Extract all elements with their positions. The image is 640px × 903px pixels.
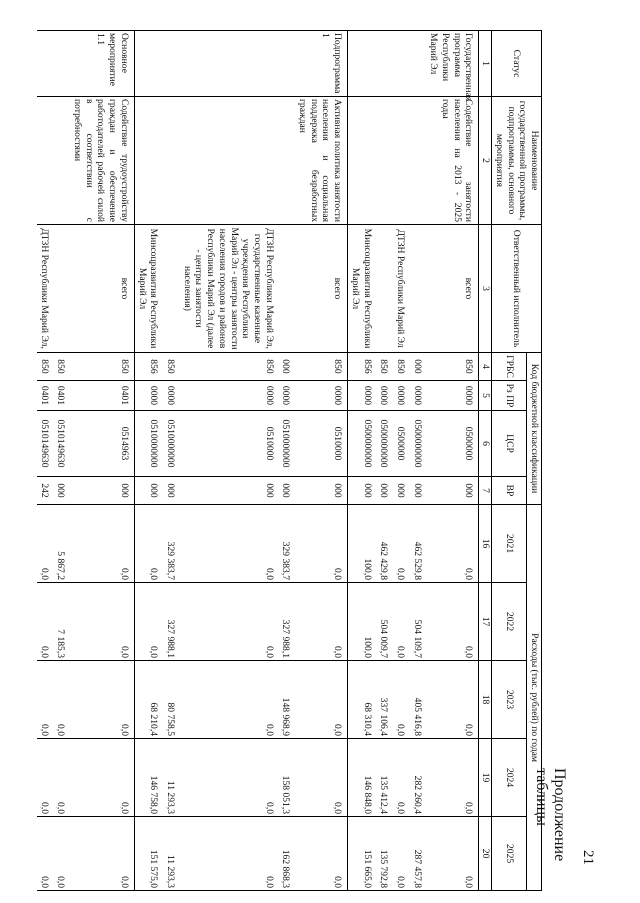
row-rzpr: 0000 [348,381,377,411]
row-expense-value: 327 988,1 [279,583,296,661]
row-vr: 242 [37,477,54,505]
row-expense-value: 0,0 [37,505,54,583]
row-expense-value: 0,0 [70,661,134,739]
row-executor: ДТЗН Республики Марий Эл, государственные казенные учреждения Республики Марий Эл - центры занятости населения городов и районов Республики Марий Эл (далее - центры занятости населения) [180,225,279,353]
row-expense-value: 0,0 [393,661,410,739]
row-vr: 000 [348,477,377,505]
row-executor: всего [427,225,479,353]
row-csr: 0500000000 [410,411,427,477]
row-expense-value: 0,0 [427,817,479,891]
row-expense-value: 135 412,4 [377,739,394,817]
row-expense-value: 148 968,9 [279,661,296,739]
row-rzpr: 0401 [37,381,54,411]
row-expense-value: 0,0 [180,583,279,661]
header-grbs: ГРБС [492,353,527,381]
row-csr: 0500000000 [348,411,377,477]
row-status [54,31,71,97]
row-executor [410,225,427,353]
row-expense-value: 80 758,5 [163,661,180,739]
row-grbs: 850 [393,353,410,381]
row-name [279,97,296,225]
table-row [37,31,54,891]
table-row [134,31,163,891]
row-vr: 000 [410,477,427,505]
row-name [37,97,54,225]
row-grbs: 850 [37,353,54,381]
row-expense-value: 5 867,2 [54,505,71,583]
row-expense-value: 0,0 [134,505,163,583]
row-status [410,31,427,97]
row-vr: 000 [279,477,296,505]
row-expense-value: 135 792,8 [377,817,394,891]
row-executor: Минсоцразвития Республики Марий Эл [348,225,377,353]
row-expense-value: 0,0 [70,739,134,817]
row-expense-value: 0,0 [37,817,54,891]
row-expense-value: 0,0 [295,505,347,583]
row-expense-value: 504 009,7 [377,583,394,661]
row-expense-value: 11 293,3 [163,817,180,891]
row-expense-value: 0,0 [37,583,54,661]
row-rzpr: 0000 [134,381,163,411]
row-csr: 0510149630 [37,411,54,477]
row-expense-value: 0,0 [54,661,71,739]
row-expense-value: 504 109,7 [410,583,427,661]
row-csr: 0500000000 [377,411,394,477]
row-expense-value: 329 383,7 [279,505,296,583]
row-expense-value: 146 758,0 [134,739,163,817]
row-status: Основное мероприятие 1.1 [70,31,134,97]
row-grbs: 850 [180,353,279,381]
header-rzpr: Рз ПР [492,381,527,411]
table-row [295,31,347,891]
row-expense-value: 0,0 [54,739,71,817]
row-executor [163,225,180,353]
row-rzpr: 0000 [279,381,296,411]
table-row [410,31,427,891]
row-expense-value: 0,0 [180,661,279,739]
row-name: Активная политика занятости населения и социальная поддержка безработных граждан [295,97,347,225]
row-executor: всего [70,225,134,353]
row-expense-value: 68 210,4 [134,661,163,739]
row-expense-value: 0,0 [134,583,163,661]
column-numbers-row [479,31,492,891]
row-name: Содействие занятости населения на 2013 - 2025 годы [427,97,479,225]
row-grbs: 850 [54,353,71,381]
table-row [163,31,180,891]
header-year: 2023 [492,661,527,739]
header-vr: ВР [492,477,527,505]
page-number: 21 [580,850,596,865]
column-number: 20 [479,817,492,891]
budget-table [37,30,542,891]
row-vr: 000 [163,477,180,505]
row-csr: 0514963 [70,411,134,477]
row-name [163,97,180,225]
row-executor: ДТЗН Республики Марий Эл [393,225,410,353]
row-rzpr: 0401 [70,381,134,411]
row-vr: 000 [54,477,71,505]
row-status: Государственная программа Республики Марий Эл [427,31,479,97]
row-status [377,31,394,97]
row-name: Содействие трудоустройству граждан и обеспечение работодателей рабочей силой в соответствии с потребностями [70,97,134,225]
row-expense-value: 158 051,3 [279,739,296,817]
column-number: 6 [479,411,492,477]
row-expense-value: 151 575,0 [134,817,163,891]
row-vr: 000 [427,477,479,505]
row-vr: 000 [377,477,394,505]
column-number: 5 [479,381,492,411]
row-name [54,97,71,225]
row-executor [377,225,394,353]
column-number: 19 [479,739,492,817]
row-status: Подпрограмма 1 [295,31,347,97]
row-executor: Минсоцразвития Республики Марий Эл [134,225,163,353]
row-expense-value: 0,0 [180,739,279,817]
row-rzpr: 0000 [410,381,427,411]
column-number: 16 [479,505,492,583]
row-vr: 000 [393,477,410,505]
row-executor: всего [295,225,347,353]
row-csr: 0500000 [393,411,410,477]
row-status [393,31,410,97]
row-name [393,97,410,225]
row-csr: 0510000 [180,411,279,477]
row-status [180,31,279,97]
column-number: 3 [479,225,492,353]
row-grbs: 850 [70,353,134,381]
row-grbs: 850 [295,353,347,381]
row-expense-value: 0,0 [393,505,410,583]
table-row [180,31,279,891]
row-csr: 0510149630 [54,411,71,477]
row-rzpr: 0000 [180,381,279,411]
row-expense-value: 0,0 [295,583,347,661]
row-grbs: 850 [377,353,394,381]
row-expense-value: 0,0 [70,505,134,583]
header-year: 2025 [492,817,527,891]
row-expense-value: 146 848,0 [348,739,377,817]
row-expense-value: 462 429,8 [377,505,394,583]
row-vr: 000 [180,477,279,505]
row-expense-value: 0,0 [295,739,347,817]
table-row [427,31,479,891]
header-year: 2024 [492,739,527,817]
header-status: Статус [492,31,542,97]
row-csr: 0510000000 [279,411,296,477]
row-expense-value: 0,0 [295,661,347,739]
column-number: 18 [479,661,492,739]
row-expense-value: 7 185,3 [54,583,71,661]
row-expense-value: 287 457,8 [410,817,427,891]
row-name [134,97,163,225]
table-row [279,31,296,891]
column-number: 4 [479,353,492,381]
row-status [134,31,163,97]
table-header [479,31,542,891]
row-status [37,31,54,97]
row-status [279,31,296,97]
row-rzpr: 0401 [54,381,71,411]
row-expense-value: 337 106,4 [377,661,394,739]
row-expense-value: 0,0 [37,661,54,739]
row-expense-value: 0,0 [180,817,279,891]
row-csr: 0510000 [295,411,347,477]
row-expense-value: 329 383,7 [163,505,180,583]
column-number: 1 [479,31,492,97]
row-grbs: 850 [427,353,479,381]
row-name [180,97,279,225]
row-rzpr: 0000 [163,381,180,411]
column-number: 7 [479,477,492,505]
row-expense-value: 405 416,8 [410,661,427,739]
row-expense-value: 0,0 [427,583,479,661]
row-expense-value: 0,0 [393,583,410,661]
row-expense-value: 162 868,3 [279,817,296,891]
header-expenses: Расходы (тыс. рублей) по годам [527,505,542,891]
row-expense-value: 0,0 [393,739,410,817]
header-year: 2022 [492,583,527,661]
row-expense-value: 0,0 [427,505,479,583]
column-number: 2 [479,97,492,225]
row-expense-value: 0,0 [427,661,479,739]
header-csr: ЦСР [492,411,527,477]
row-expense-value: 100,0 [348,583,377,661]
row-csr: 0510000000 [134,411,163,477]
header-budget-code: Код бюджетной классификации [527,353,542,505]
row-rzpr: 0000 [393,381,410,411]
row-executor [279,225,296,353]
row-expense-value: 11 293,3 [163,739,180,817]
row-csr: 0500000 [427,411,479,477]
row-expense-value: 0,0 [70,817,134,891]
row-rzpr: 0000 [377,381,394,411]
row-name [410,97,427,225]
row-expense-value: 0,0 [54,817,71,891]
row-expense-value: 0,0 [180,505,279,583]
row-executor: ДТЗН Республики Марий Эл, [37,225,54,353]
table-row [348,31,377,891]
row-rzpr: 0000 [427,381,479,411]
row-name [348,97,377,225]
row-expense-value: 151 665,0 [348,817,377,891]
row-grbs: 850 [163,353,180,381]
row-vr: 000 [70,477,134,505]
table-row [54,31,71,891]
row-status [348,31,377,97]
table-row [377,31,394,891]
row-vr: 000 [295,477,347,505]
table-body [37,31,479,891]
row-name [377,97,394,225]
header-year: 2021 [492,505,527,583]
row-grbs: 000 [279,353,296,381]
row-expense-value: 0,0 [37,739,54,817]
row-grbs: 000 [410,353,427,381]
row-csr: 0510000000 [163,411,180,477]
table-row [70,31,134,891]
continuation-label: Продолжение таблицы [533,768,568,862]
column-number: 17 [479,583,492,661]
row-expense-value: 327 988,1 [163,583,180,661]
row-expense-value: 0,0 [427,739,479,817]
table-row [393,31,410,891]
row-grbs: 856 [134,353,163,381]
header-executor: Ответственный исполнитель [492,225,542,353]
row-executor [54,225,71,353]
row-expense-value: 0,0 [393,817,410,891]
row-vr: 000 [134,477,163,505]
row-expense-value: 462 529,8 [410,505,427,583]
row-status [163,31,180,97]
row-expense-value: 0,0 [295,817,347,891]
row-expense-value: 282 260,4 [410,739,427,817]
row-expense-value: 68 310,4 [348,661,377,739]
row-grbs: 856 [348,353,377,381]
header-name: Наименование государственной программы, подпрограммы, основного мероприятия [492,97,542,225]
row-expense-value: 0,0 [70,583,134,661]
row-expense-value: 100,0 [348,505,377,583]
row-rzpr: 0000 [295,381,347,411]
